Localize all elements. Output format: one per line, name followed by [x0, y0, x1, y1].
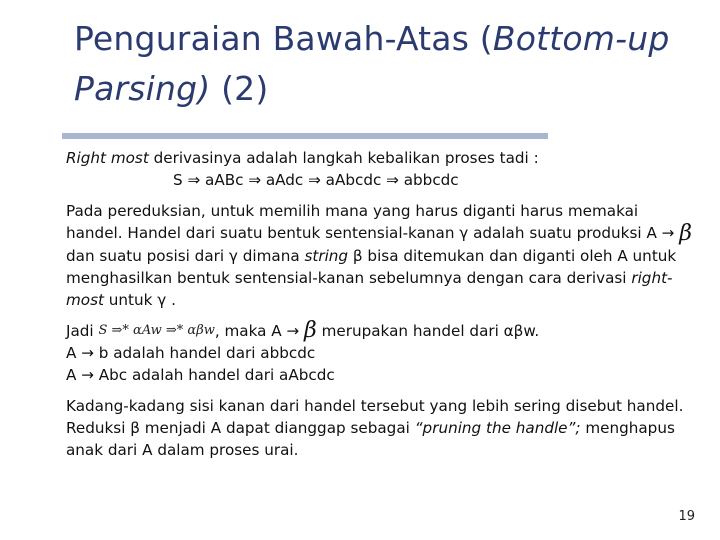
derivation-formula: S ⇒* αAw ⇒* αβw — [98, 323, 215, 338]
handel-def-text-1: Pada pereduksian, untuk memilih mana yang harus diganti harus memakai handel. Handel dari suatu bentuk sentensial-kanan γ adalah suatu produksi A → — [66, 202, 680, 242]
paragraph-handel-definition — [66, 200, 696, 311]
beta-symbol-2: β — [304, 318, 317, 343]
rightmost-label: Right most — [66, 149, 149, 167]
title-part-2: Bottom-up Parsing) — [74, 19, 670, 108]
merupakan-text: merupakan handel dari αβw. — [316, 321, 540, 340]
title-part-1: Penguraian Bawah-Atas ( — [74, 19, 493, 58]
derivation-line: S ⇒ aABc ⇒ aAdc ⇒ aAbcdc ⇒ abbcdc — [173, 171, 459, 189]
rightmost-text: derivasinya adalah langkah kebalikan proses tadi : — [148, 149, 539, 167]
pruning-text-1: Kadang-kadang sisi kanan dari handel tersebut yang lebih sering disebut handel. Reduksi β menjadi A dapat dianggap sebagai — [66, 397, 684, 437]
title-divider — [62, 133, 548, 139]
handel-example-2: A → Abc adalah handel dari aAbcdc — [66, 366, 335, 384]
string-label: string — [304, 246, 349, 265]
handel-def-text-3: β bisa ditemukan dan diganti oleh A untuk menghasilkan bentuk sentensial-kanan sebelumnya dengan cara derivasi — [66, 246, 677, 287]
paragraph-jadi — [66, 320, 696, 343]
maka-text: , maka A → — [214, 321, 305, 340]
page-number: 19 — [678, 509, 695, 524]
jadi-label: Jadi — [66, 321, 94, 340]
paragraph-rightmost — [66, 147, 696, 169]
paragraph-pruning — [66, 395, 696, 461]
handel-def-text-2: dan suatu posisi dari γ dimana — [66, 246, 305, 265]
page-title — [74, 14, 694, 114]
handel-example-1: A → b adalah handel dari abbcdc — [66, 344, 316, 362]
beta-symbol: β — [679, 220, 692, 246]
pruning-quote: “pruning the handle”; — [414, 419, 581, 437]
pruning-text-2: menghapus anak dari A dalam proses urai. — [66, 419, 675, 459]
title-part-3: (2) — [210, 69, 269, 108]
handel-def-text-4: untuk γ . — [103, 290, 176, 309]
right-most-label: right-most — [66, 268, 673, 309]
slide-body — [66, 147, 696, 461]
